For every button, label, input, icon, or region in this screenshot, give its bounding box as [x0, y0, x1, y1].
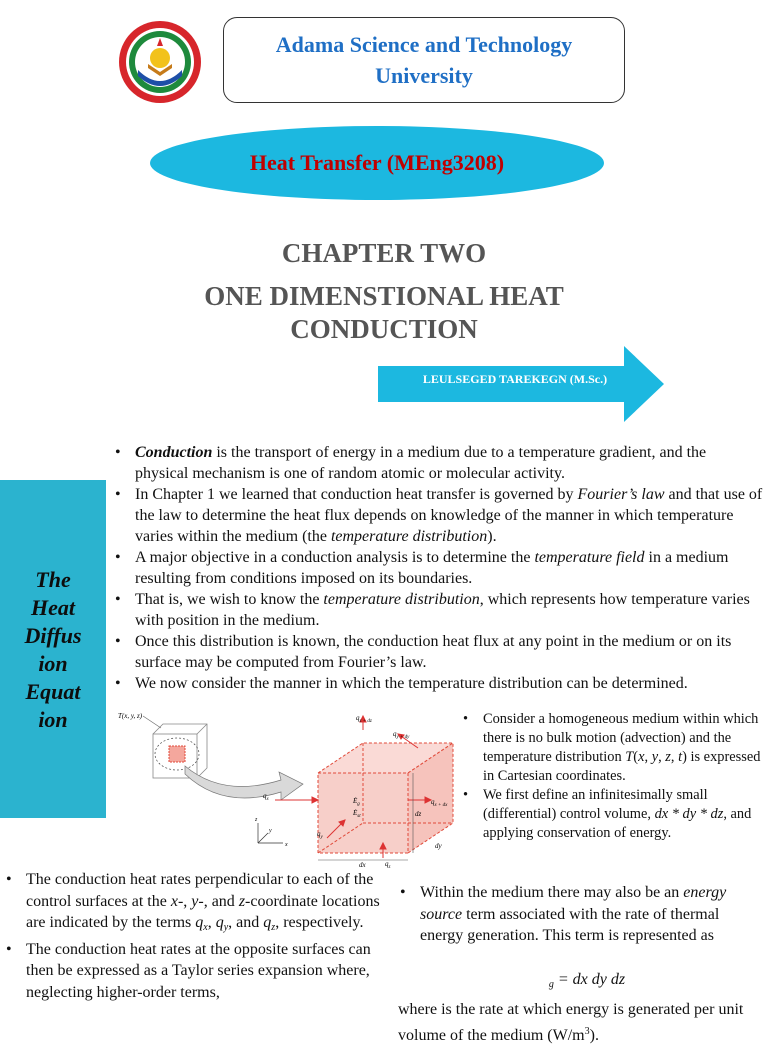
list-item: • A major objective in a conduction analysis is to determine the temperature field in a medium resulting from conditions imposed on its boundaries. — [113, 547, 763, 589]
axis-x: x — [285, 842, 288, 848]
label-eg: $Ė_g$ — [353, 797, 360, 807]
list-item: • In Chapter 1 we learned that conduction heat transfer is governed by Fourier’s law and that use of the law to determine the heat flux depends on knowledge of the manner in which temperature varies within the medium (the temperature distribution). — [113, 484, 763, 547]
label-qz-dz: $q_{z + dz}$ — [356, 714, 372, 724]
author-name: LEULSEGED TAREKEGN (M.Sc.) — [422, 372, 608, 386]
magnify-arrow — [185, 766, 303, 800]
energy-generation-equation: $_g$ = dx dy dz — [548, 970, 626, 990]
label-T: T(x, y, z) — [118, 712, 143, 720]
side-title-line: Heat — [31, 595, 75, 620]
course-title-oval — [150, 126, 604, 200]
chapter-heading: CHAPTER TWO — [281, 238, 487, 268]
side-title-line: ion — [38, 651, 68, 676]
axis-y: y — [269, 828, 272, 834]
list-item: • Once this distribution is known, the conduction heat flux at any point in the medium or on its surface may be computed from Fourier’s law. — [113, 631, 763, 673]
energy-generation-definition: where is the rate at which energy is generated per unit volume of the medium $(W/m^3)$. — [398, 1001, 744, 1044]
label-dy: dy — [435, 842, 442, 850]
side-title-line: ion — [38, 707, 68, 732]
course-title: Heat Transfer (MEng3208) — [249, 150, 505, 175]
label-qz: $q_z$ — [385, 860, 391, 868]
right-bullet-list — [461, 710, 761, 843]
side-title-line: Diffus — [24, 623, 82, 648]
label-qx-dx: $q_{x + dx}$ — [431, 798, 448, 808]
small-element — [169, 746, 185, 762]
energy-source-block — [398, 882, 762, 1046]
control-volume-diagram — [113, 708, 458, 868]
energy-source-list — [398, 882, 762, 947]
list-item: • That is, we wish to know the temperature distribution, which represents how temperature varies with position in the medium. — [113, 589, 763, 631]
axis-z: z — [255, 817, 258, 823]
university-name-box — [223, 17, 625, 103]
list-item: • Within the medium there may also be an energy source term associated with the rate of thermal energy generation. This term is represented as — [398, 882, 762, 947]
list-item: • We first define an infinitesimally small (differential) control volume, dx * dy * dz, and applying conservation of energy. — [461, 786, 761, 843]
label-est: $Ė_{st}$ — [353, 809, 361, 819]
chapter-subtitle-line1: ONE DIMENSTIONAL HEAT — [204, 281, 564, 311]
bottom-left-bullet-list — [4, 869, 386, 1003]
list-item: • Conduction is the transport of energy in a medium due to a temperature gradient, and the physical mechanism is one of random atomic or molecular activity. — [113, 442, 763, 484]
label-dz: dz — [415, 810, 422, 818]
label-qy: $q_y$ — [317, 830, 323, 840]
side-title-line: The — [35, 567, 71, 592]
list-item: • We now consider the manner in which the temperature distribution can be determined. — [113, 673, 763, 694]
university-logo — [118, 20, 202, 104]
label-dx: dx — [359, 861, 366, 868]
list-item: • The conduction heat rates at the opposite surfaces can then be expressed as a Taylor series expansion where, neglecting higher-order terms, — [4, 939, 386, 1004]
side-title-line: Equat — [25, 679, 81, 704]
university-name: Adama Science and Technology University — [275, 32, 573, 88]
label-qx: $q_x$ — [263, 792, 269, 802]
label-qy-dy: $q_{y + dy}$ — [393, 730, 410, 740]
list-item: • The conduction heat rates perpendicular to each of the control surfaces at the x-, y-, and z-coordinate locations are indicated by the terms $q_x$, $q_y$, and $q_z$, respectively. — [4, 869, 386, 939]
chapter-subtitle-line2: CONDUCTION — [290, 314, 478, 344]
list-item: • Consider a homogeneous medium within which there is no bulk motion (advection) and the temperature distribution T(x, y, z, t) is expressed in Cartesian coordinates. — [461, 710, 761, 786]
main-bullet-list — [113, 442, 763, 694]
side-panel-title — [6, 566, 100, 734]
